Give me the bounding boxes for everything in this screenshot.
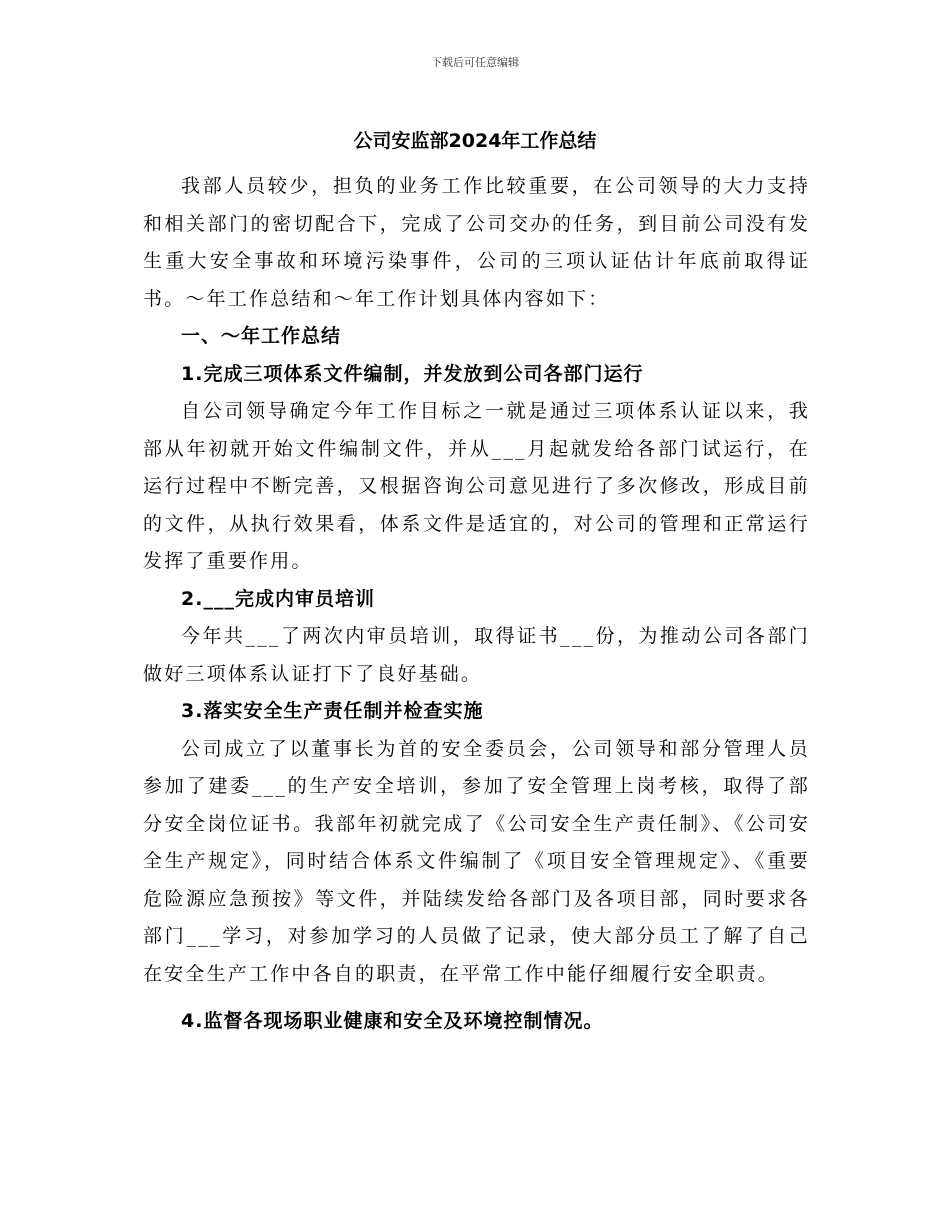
spacer xyxy=(143,993,810,1003)
section-heading: 一、～年工作总结 xyxy=(181,325,342,347)
item-4-heading: 4.监督各现场职业健康和安全及环境控制情况。 xyxy=(181,1010,604,1032)
document-title: 公司安监部2024年工作总结 xyxy=(353,130,597,152)
item-2-heading: 2.___完成内审员培训 xyxy=(181,587,375,610)
item-2-paragraph: 今年共___了两次内审员培训，取得证书___份，为推动公司各部门做好三项体系认证打下了良好基础。 xyxy=(143,625,810,685)
intro-paragraph: 我部人员较少，担负的业务工作比较重要，在公司领导的大力支持和相关部门的密切配合下，完成了公司交办的任务，到目前公司没有发生重大安全事故和环境污染事件，公司的三项认证估计年底前取得证书。～年工作总结和～年工作计划具体内容如下： xyxy=(143,175,810,310)
item-1-heading: 1.完成三项体系文件编制，并发放到公司各部门运行 xyxy=(181,362,644,385)
item-3-heading: 3.落实安全生产责任制并检查实施 xyxy=(181,700,484,722)
item-3-paragraph: 公司成立了以董事长为首的安全委员会，公司领导和部分管理人员参加了建委___的生产安全培训，参加了安全管理上岗考核，取得了部分安全岗位证书。我部年初就完成了《公司安全生产责任制》、《公司安全生产规定》，同时结合体系文件编制了《项目安全管理规定》、《重要危险源应急预按》等文件，并陆续发给各部门及各项目部，同时要求各部门___学习，对参加学习的人员做了记录，使大部分员工了解了自己在安全生产工作中各自的职责，在平常工作中能仔细履行安全职责。 xyxy=(143,737,810,985)
item-1-paragraph: 自公司领导确定今年工作目标之一就是通过三项体系认证以来，我部从年初就开始文件编制文件，并从___月起就发给各部门试运行，在运行过程中不断完善，又根据咨询公司意见进行了多次修改，形成目前的文件，从执行效果看，体系文件是适宜的，对公司的管理和正常运行发挥了重要作用。 xyxy=(143,400,810,572)
document-body xyxy=(143,168,810,1041)
page-header: 下载后可任意编辑 xyxy=(431,56,519,69)
